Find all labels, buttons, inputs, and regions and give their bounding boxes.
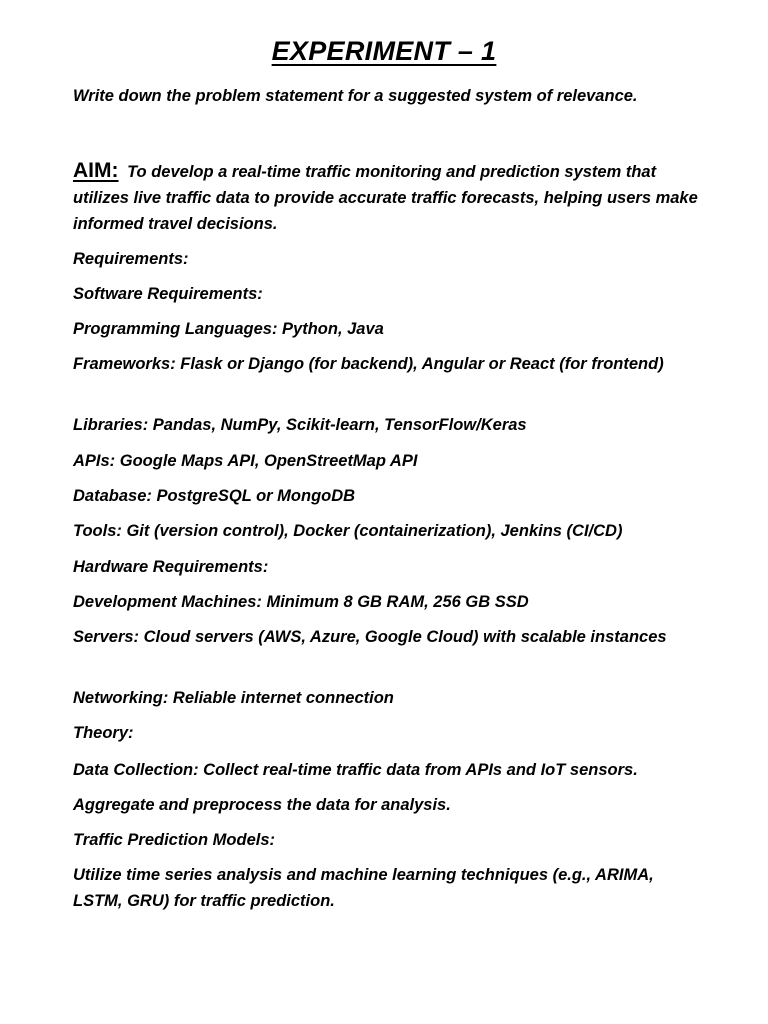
frameworks-line: Frameworks: Flask or Django (for backend), Angular or React (for frontend): [73, 355, 664, 373]
servers-line: Servers: Cloud servers (AWS, Azure, Google Cloud) with scalable instances: [73, 628, 667, 646]
aim-paragraph: [73, 158, 703, 237]
requirements-heading: Requirements:: [73, 250, 189, 268]
networking-line: Networking: Reliable internet connection: [73, 689, 394, 707]
page-title: EXPERIMENT – 1: [271, 36, 497, 66]
tools-line: Tools: Git (version control), Docker (containerization), Jenkins (CI/CD): [73, 522, 623, 540]
problem-statement-heading: Write down the problem statement for a suggested system of relevance.: [73, 87, 638, 105]
time-series-line: Utilize time series analysis and machine learning techniques (e.g., ARIMA, LSTM, GRU) for traffic prediction.: [73, 866, 654, 910]
aggregate-line: Aggregate and preprocess the data for analysis.: [73, 796, 451, 814]
programming-languages-line: Programming Languages: Python, Java: [73, 320, 384, 338]
traffic-prediction-models-heading: Traffic Prediction Models:: [73, 831, 276, 849]
apis-line: APIs: Google Maps API, OpenStreetMap API: [73, 452, 418, 470]
aim-label: AIM:: [73, 159, 119, 182]
aim-text: To develop a real-time traffic monitoring and prediction system that utilizes live traffic data to provide accurate traffic forecasts, helping users make informed travel decisions.: [73, 163, 698, 233]
software-requirements-heading: Software Requirements:: [73, 285, 263, 303]
libraries-line: Libraries: Pandas, NumPy, Scikit-learn, TensorFlow/Keras: [73, 416, 527, 434]
data-collection-line: Data Collection: Collect real-time traffic data from APIs and IoT sensors.: [73, 761, 638, 779]
theory-heading: Theory:: [73, 724, 134, 742]
database-line: Database: PostgreSQL or MongoDB: [73, 487, 356, 505]
development-machines-line: Development Machines: Minimum 8 GB RAM, 256 GB SSD: [73, 593, 529, 611]
hardware-requirements-heading: Hardware Requirements:: [73, 558, 269, 576]
